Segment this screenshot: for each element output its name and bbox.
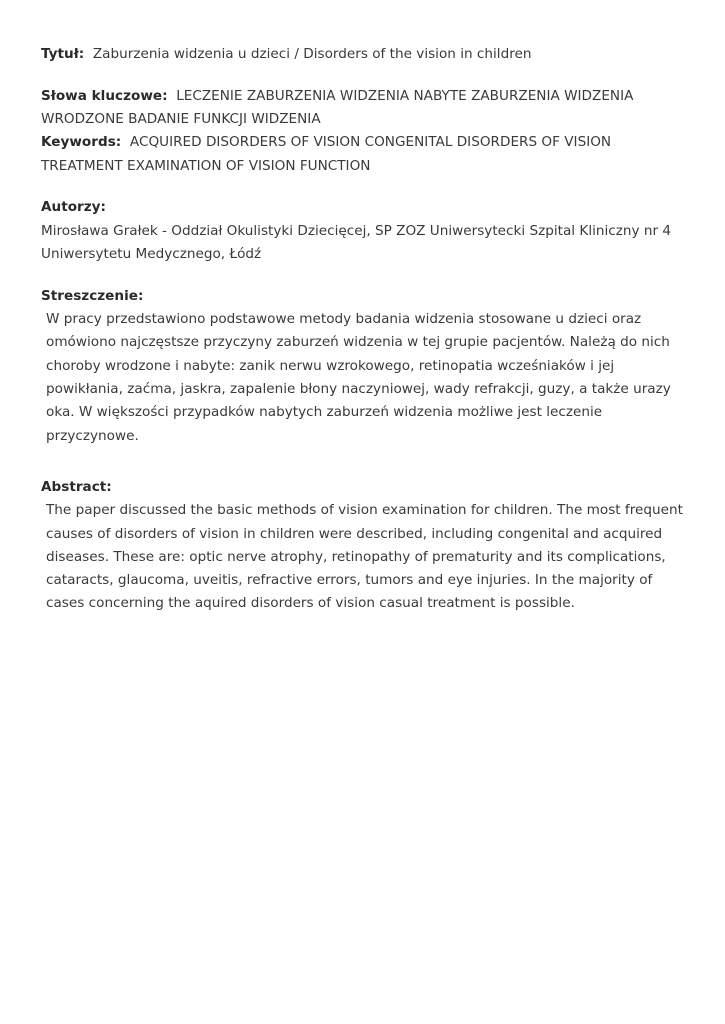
abstract-text: The paper discussed the basic methods of vision examination for children. The most frequent causes of disorders of vision in children were described, including congenital and acquired diseases. These are: optic nerve atrophy, retinopathy of prematurity and its complications, cataracts, glaucoma, uveitis, refractive errors, tumors and eye injuries. In the majority of cases concerning the aquired disorders of vision casual treatment is possible. (46, 502, 683, 612)
keywords-pl-value: LECZENIE ZABURZENIA WIDZENIA NABYTE ZABURZENIA WIDZENIA WRODZONE BADANIE FUNKCJI WIDZENIA (41, 87, 634, 128)
title-line (41, 43, 684, 66)
keywords-en-line (41, 131, 684, 178)
authors-value: Mirosława Grałek - Oddział Okulistyki Dziecięcej, SP ZOZ Uniwersytecki Szpital Kliniczny nr 4 Uniwersytetu Medycznego, Łódź (41, 222, 672, 263)
authors-section (41, 196, 684, 266)
abstract-section (41, 476, 684, 616)
title-value: Zaburzenia widzenia u dzieci / Disorders of the vision in children (92, 46, 532, 62)
summary-pl-label: Streszczenie: (41, 287, 144, 304)
title-label: Tytuł: (41, 46, 85, 62)
summary-pl-section (41, 285, 684, 448)
keywords-pl-line (41, 85, 684, 132)
keywords-pl-label: Słowa kluczowe: (41, 87, 168, 104)
keywords-en-value: ACQUIRED DISORDERS OF VISION CONGENITAL DISORDERS OF VISION TREATMENT EXAMINATION OF VISION FUNCTION (41, 134, 612, 174)
authors-label: Autorzy: (41, 199, 106, 216)
keywords-en-label: Keywords: (41, 134, 122, 151)
abstract-label: Abstract: (41, 478, 112, 495)
summary-pl-text: W pracy przedstawiono podstawowe metody badania widzenia stosowane u dzieci oraz omówiono najczęstsze przyczyny zaburzeń widzenia w tej grupie pacjentów. Należą do nich choroby wrodzone i nabyte: zanik nerwu wzrokowego, retinopatia wcześniaków i jej powikłania, zaćma, jaskra, zapalenie błony naczyniowej, wady refrakcji, guzy, a także urazy oka. W większości przypadków nabytych zaburzeń widzenia możliwe jest leczenie przyczynowe. (46, 311, 671, 444)
